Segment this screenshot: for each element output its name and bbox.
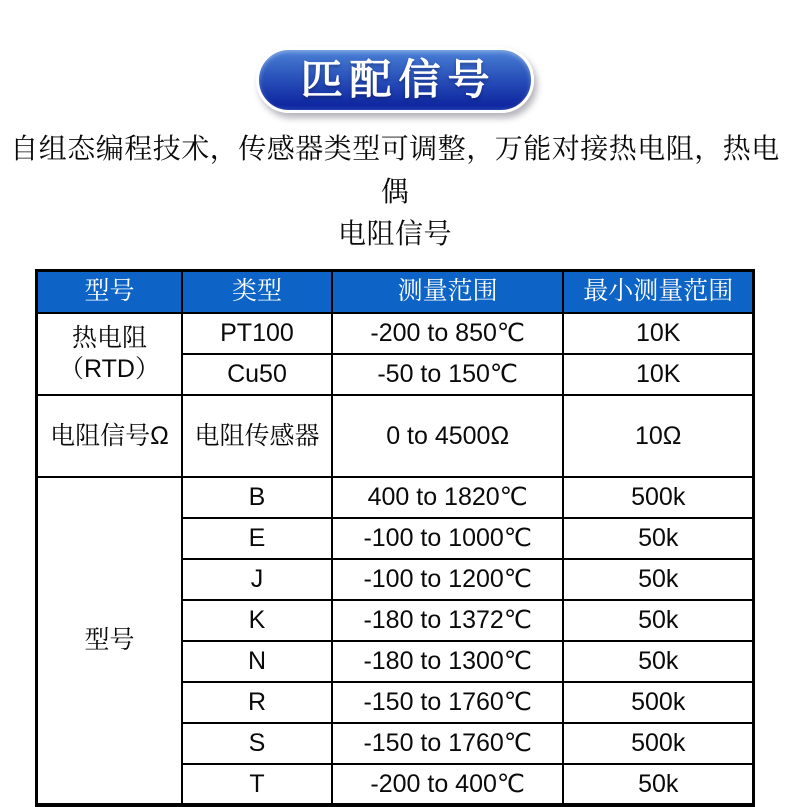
cell-type: E bbox=[182, 518, 332, 559]
cell-range: -200 to 400℃ bbox=[332, 764, 564, 805]
cell-type: N bbox=[182, 641, 332, 682]
cell-range: -100 to 1200℃ bbox=[332, 559, 564, 600]
group-label-rtd: 热电阻（RTD） bbox=[37, 313, 183, 395]
table-row-b bbox=[37, 477, 754, 518]
badge-container bbox=[0, 0, 790, 113]
table-row-resistance bbox=[37, 395, 754, 477]
cell-type: T bbox=[182, 764, 332, 805]
cell-range: -100 to 1000℃ bbox=[332, 518, 564, 559]
cell-range: -50 to 150℃ bbox=[332, 354, 564, 395]
cell-type: K bbox=[182, 600, 332, 641]
cell-min-range: 50k bbox=[563, 641, 753, 682]
section-badge bbox=[256, 47, 533, 113]
col-header-type: 类型 bbox=[182, 270, 332, 313]
group-label-thermocouple: 型号 bbox=[37, 477, 183, 805]
table-row-pt100 bbox=[37, 313, 754, 354]
group-label-resistance: 电阻信号Ω bbox=[37, 395, 183, 477]
cell-min-range: 50k bbox=[563, 559, 753, 600]
col-header-model: 型号 bbox=[37, 270, 183, 313]
section-badge-label: 匹配信号 bbox=[300, 56, 497, 103]
cell-min-range: 50k bbox=[563, 600, 753, 641]
cell-range: -180 to 1372℃ bbox=[332, 600, 564, 641]
cell-range: 400 to 1820℃ bbox=[332, 477, 564, 518]
cell-type: PT100 bbox=[182, 313, 332, 354]
cell-type: S bbox=[182, 723, 332, 764]
cell-type: 电阻传感器 bbox=[182, 395, 332, 477]
cell-type: Cu50 bbox=[182, 354, 332, 395]
cell-type: B bbox=[182, 477, 332, 518]
table-header-row bbox=[37, 270, 754, 313]
cell-range: 0 to 4500Ω bbox=[332, 395, 564, 477]
intro-line-1: 自组态编程技术，传感器类型可调整，万能对接热电阻，热电偶 bbox=[10, 133, 780, 207]
cell-range: -200 to 850℃ bbox=[332, 313, 564, 354]
cell-min-range: 500k bbox=[563, 477, 753, 518]
cell-min-range: 50k bbox=[563, 518, 753, 559]
col-header-min-range: 最小测量范围 bbox=[563, 270, 753, 313]
cell-range: -180 to 1300℃ bbox=[332, 641, 564, 682]
cell-min-range: 10Ω bbox=[563, 395, 753, 477]
cell-min-range: 50k bbox=[563, 764, 753, 805]
cell-type: R bbox=[182, 682, 332, 723]
cell-min-range: 500k bbox=[563, 682, 753, 723]
spec-table bbox=[35, 269, 755, 807]
intro-text bbox=[0, 128, 790, 256]
cell-range: -150 to 1760℃ bbox=[332, 723, 564, 764]
col-header-range: 测量范围 bbox=[332, 270, 564, 313]
cell-min-range: 10K bbox=[563, 354, 753, 395]
cell-type: J bbox=[182, 559, 332, 600]
cell-min-range: 500k bbox=[563, 723, 753, 764]
cell-min-range: 10K bbox=[563, 313, 753, 354]
cell-range: -150 to 1760℃ bbox=[332, 682, 564, 723]
intro-line-2: 电阻信号 bbox=[337, 218, 452, 250]
